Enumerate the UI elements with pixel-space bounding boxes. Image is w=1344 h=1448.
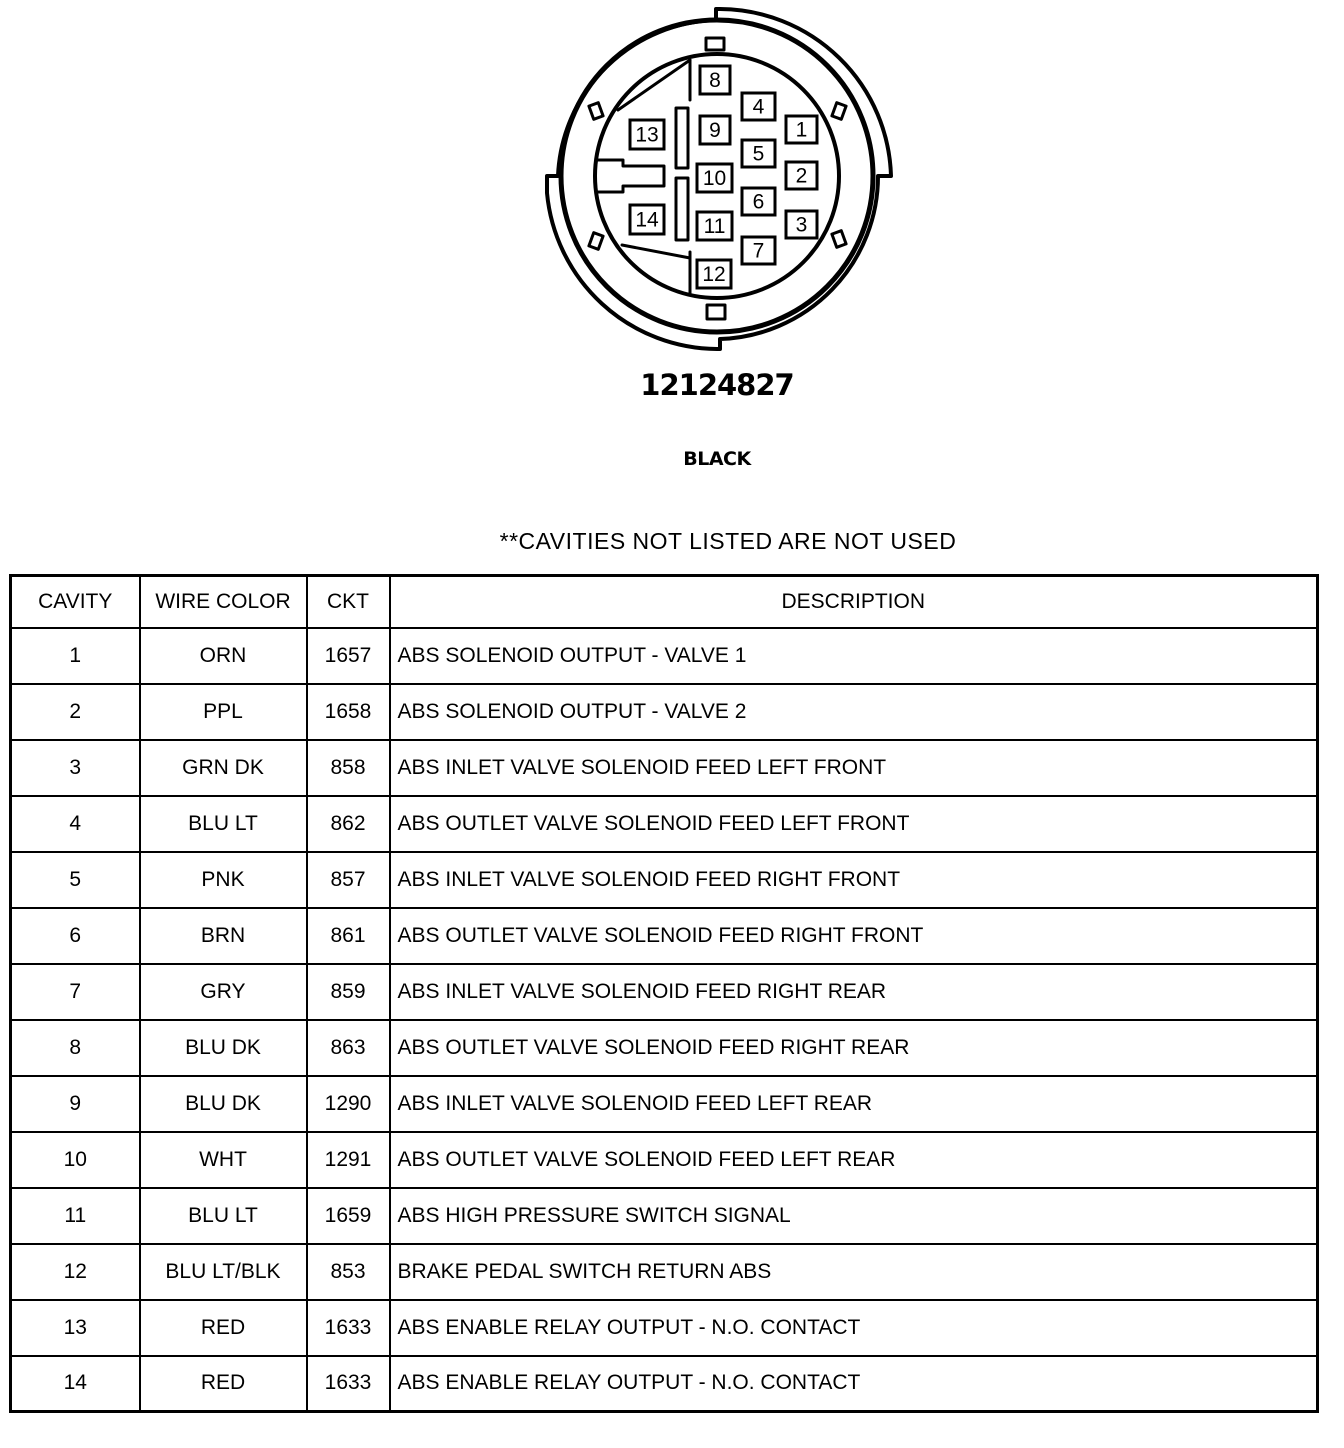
cavity-4	[742, 93, 775, 120]
description-cell: ABS INLET VALVE SOLENOID FEED LEFT FRONT	[390, 740, 1318, 796]
cavity-layer	[630, 66, 817, 288]
cavity-cell: 3	[11, 740, 140, 796]
wire-color-cell: PNK	[140, 852, 307, 908]
table-row	[11, 908, 1318, 964]
wire-color-cell: GRY	[140, 964, 307, 1020]
ckt-cell: 1659	[307, 1188, 390, 1244]
key-notch-bottom	[707, 305, 725, 319]
wire-color-cell: BLU DK	[140, 1020, 307, 1076]
cavity-number: 9	[709, 119, 721, 142]
cavity-cell: 8	[11, 1020, 140, 1076]
cavity-number: 1	[795, 118, 808, 142]
table-row	[11, 796, 1318, 852]
ckt-cell: 1633	[307, 1356, 390, 1412]
description-cell: ABS OUTLET VALVE SOLENOID FEED RIGHT FRONT	[390, 908, 1318, 964]
ckt-cell: 1291	[307, 1132, 390, 1188]
cavity-8	[700, 66, 730, 94]
ckt-cell: 1290	[307, 1076, 390, 1132]
cavity-cell: 4	[11, 796, 140, 852]
cavity-cell: 13	[11, 1300, 140, 1356]
cavity-number: 4	[752, 95, 765, 119]
latch-notch-right-lower	[832, 231, 846, 248]
cavity-cell: 6	[11, 908, 140, 964]
cavity-number: 14	[635, 208, 659, 232]
cavity-5	[742, 140, 775, 167]
description-cell: ABS ENABLE RELAY OUTPUT - N.O. CONTACT	[390, 1356, 1318, 1412]
cavity-2	[786, 162, 817, 189]
header-cavity: CAVITY	[11, 576, 140, 628]
ckt-cell: 1657	[307, 628, 390, 684]
table-row	[11, 1020, 1318, 1076]
table-header-row	[11, 576, 1318, 628]
table-row	[11, 740, 1318, 796]
unused-cavities-note: **CAVITIES NOT LISTED ARE NOT USED	[499, 528, 957, 554]
description-cell: ABS OUTLET VALVE SOLENOID FEED LEFT REAR	[390, 1132, 1318, 1188]
cavity-1	[786, 116, 817, 143]
ckt-cell: 861	[307, 908, 390, 964]
ckt-cell: 862	[307, 796, 390, 852]
connector-face-diagram	[0, 0, 1344, 360]
wire-color-cell: ORN	[140, 628, 307, 684]
cavity-number: 3	[795, 213, 808, 237]
wire-color-cell: GRN DK	[140, 740, 307, 796]
polarizing-key-slot	[598, 160, 664, 192]
cavity-cell: 2	[11, 684, 140, 740]
wire-color-cell: BLU DK	[140, 1076, 307, 1132]
wire-color-cell: BLU LT	[140, 796, 307, 852]
description-cell: ABS ENABLE RELAY OUTPUT - N.O. CONTACT	[390, 1300, 1318, 1356]
guide-bar-upper	[676, 108, 688, 168]
description-cell: ABS SOLENOID OUTPUT - VALVE 1	[390, 628, 1318, 684]
cavity-cell: 11	[11, 1188, 140, 1244]
pinout-table	[9, 574, 1319, 1413]
wire-color-cell: BLU LT/BLK	[140, 1244, 307, 1300]
ckt-cell: 1658	[307, 684, 390, 740]
cavity-9	[700, 116, 730, 144]
cavity-cell: 7	[11, 964, 140, 1020]
description-cell: ABS HIGH PRESSURE SWITCH SIGNAL	[390, 1188, 1318, 1244]
wire-color-cell: RED	[140, 1300, 307, 1356]
ckt-cell: 857	[307, 852, 390, 908]
description-cell: ABS INLET VALVE SOLENOID FEED RIGHT FRONT	[390, 852, 1318, 908]
cavity-11	[697, 212, 732, 240]
ckt-cell: 863	[307, 1020, 390, 1076]
cavity-number: 13	[635, 123, 659, 147]
wire-color-cell: RED	[140, 1356, 307, 1412]
header-ckt: CKT	[307, 576, 390, 628]
cavity-14	[630, 205, 664, 234]
latch-notch-left-lower	[589, 233, 603, 250]
table-row	[11, 1356, 1318, 1412]
divider-left-upper	[618, 60, 690, 110]
table-row	[11, 1076, 1318, 1132]
description-cell: ABS OUTLET VALVE SOLENOID FEED LEFT FRONT	[390, 796, 1318, 852]
ckt-cell: 858	[307, 740, 390, 796]
wire-color-cell: BLU LT	[140, 1188, 307, 1244]
ckt-cell: 853	[307, 1244, 390, 1300]
cavity-number: 2	[795, 164, 808, 188]
cavity-cell: 9	[11, 1076, 140, 1132]
cavity-number: 5	[752, 142, 765, 166]
cavity-number: 8	[709, 69, 721, 92]
cavity-number: 7	[752, 239, 765, 263]
table-row	[11, 684, 1318, 740]
table-row	[11, 628, 1318, 684]
cavity-7	[742, 237, 775, 264]
connector-part-number: 12124827	[640, 368, 794, 402]
table-row	[11, 964, 1318, 1020]
description-cell: ABS OUTLET VALVE SOLENOID FEED RIGHT REAR	[390, 1020, 1318, 1076]
description-cell: BRAKE PEDAL SWITCH RETURN ABS	[390, 1244, 1318, 1300]
cavity-cell: 1	[11, 628, 140, 684]
cavity-number: 10	[702, 167, 727, 190]
description-cell: ABS INLET VALVE SOLENOID FEED LEFT REAR	[390, 1076, 1318, 1132]
table-row	[11, 1132, 1318, 1188]
table-row	[11, 1300, 1318, 1356]
key-notch-top	[706, 38, 724, 50]
table-row	[11, 1188, 1318, 1244]
guide-bar-lower	[676, 178, 688, 240]
cavity-13	[630, 120, 664, 149]
connector-housing-color: BLACK	[683, 448, 751, 470]
cavity-12	[697, 260, 731, 288]
cavity-10	[697, 164, 732, 192]
wire-color-cell: WHT	[140, 1132, 307, 1188]
cavity-cell: 5	[11, 852, 140, 908]
cavity-cell: 12	[11, 1244, 140, 1300]
wire-color-cell: PPL	[140, 684, 307, 740]
header-wire-color: WIRE COLOR	[140, 576, 307, 628]
divider-left-lower	[622, 245, 690, 258]
ckt-cell: 859	[307, 964, 390, 1020]
header-description: DESCRIPTION	[390, 576, 1318, 628]
latch-notch-right-upper	[832, 103, 846, 120]
cavity-3	[786, 211, 817, 238]
cavity-number: 11	[703, 215, 726, 238]
table-row	[11, 852, 1318, 908]
latch-notch-left-upper	[589, 103, 603, 120]
table-row	[11, 1244, 1318, 1300]
cavity-cell: 14	[11, 1356, 140, 1412]
pinout-table-body	[11, 628, 1318, 1412]
wire-color-cell: BRN	[140, 908, 307, 964]
cavity-6	[742, 188, 775, 215]
cavity-cell: 10	[11, 1132, 140, 1188]
cavity-number: 6	[752, 190, 765, 214]
ckt-cell: 1633	[307, 1300, 390, 1356]
description-cell: ABS INLET VALVE SOLENOID FEED RIGHT REAR	[390, 964, 1318, 1020]
description-cell: ABS SOLENOID OUTPUT - VALVE 2	[390, 684, 1318, 740]
cavity-number: 12	[702, 263, 726, 286]
